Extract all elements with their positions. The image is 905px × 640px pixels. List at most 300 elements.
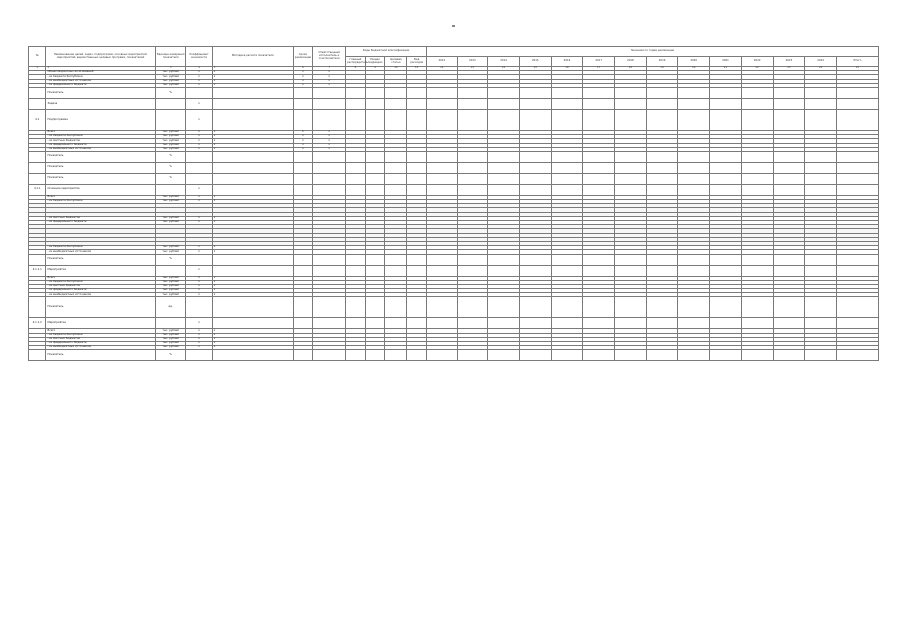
table-cell: Показатель: [46, 151, 155, 162]
table-cell: - из федерального бюджета: [46, 221, 155, 225]
header-row: [29, 47, 879, 57]
table-cell: [407, 109, 427, 130]
table-cell: [365, 87, 385, 98]
table-cell: х: [186, 143, 212, 147]
table-cell: [646, 87, 678, 98]
table-cell: [346, 173, 366, 184]
table-cell: [646, 109, 678, 130]
table-cell: х: [186, 346, 212, 350]
table-cell: [29, 297, 46, 318]
col-csr-header: Целевая статья: [385, 57, 407, 67]
table-cell: [710, 98, 742, 109]
table-cell: [615, 265, 647, 276]
table-cell: [773, 98, 805, 109]
table-cell: х: [313, 143, 346, 147]
table-cell: [615, 173, 647, 184]
table-cell: %: [155, 87, 186, 98]
table-cell: [741, 173, 773, 184]
table-cell: [646, 184, 678, 195]
col-year-header: 2017: [583, 57, 615, 67]
table-cell: [741, 87, 773, 98]
budget-codes-header: Коды бюджетной классификации: [346, 47, 427, 57]
table-body: [29, 67, 879, 361]
col-year-header: 2014: [488, 57, 520, 67]
table-cell: [773, 350, 805, 361]
table-cell: [346, 109, 366, 130]
table-cell: [385, 254, 407, 265]
table-cell: [407, 318, 427, 329]
table-cell: тыс. рублей: [155, 75, 186, 79]
table-cell: [29, 173, 46, 184]
table-cell: - из местных бюджетов: [46, 284, 155, 288]
table-cell: х: [186, 280, 212, 284]
table-cell: [710, 297, 742, 318]
table-cell: [583, 265, 615, 276]
table-cell: [805, 184, 837, 195]
table-cell: [583, 109, 615, 130]
table-cell: [313, 350, 346, 361]
table-cell: [313, 184, 346, 195]
table-cell: [836, 151, 878, 162]
table-cell: [836, 265, 878, 276]
table-cell: [678, 350, 710, 361]
col-rzpr-header: Раздел подраздел: [365, 57, 385, 67]
table-cell: [293, 254, 313, 265]
table-cell: [646, 297, 678, 318]
table-cell: [212, 98, 293, 109]
table-row: [29, 318, 879, 329]
table-cell: [646, 151, 678, 162]
table-cell: [407, 297, 427, 318]
table-cell: [212, 87, 293, 98]
table-cell: [551, 162, 583, 173]
table-cell: [488, 87, 520, 98]
table-cell: х: [186, 139, 212, 143]
table-cell: [29, 98, 46, 109]
table-cell: [551, 318, 583, 329]
table-cell: [293, 109, 313, 130]
table-cell: [583, 151, 615, 162]
table-cell: Мероприятие: [46, 318, 155, 329]
table-cell: тыс. рублей: [155, 329, 186, 333]
table-cell: [551, 297, 583, 318]
table-cell: х: [212, 83, 293, 87]
table-cell: х: [212, 280, 293, 284]
table-cell: - из местных бюджетов: [46, 216, 155, 220]
col-year-header: 2020: [678, 57, 710, 67]
table-cell: Показатель: [46, 162, 155, 173]
table-cell: [365, 173, 385, 184]
table-cell: [427, 265, 458, 276]
table-cell: [805, 98, 837, 109]
table-cell: [805, 350, 837, 361]
table-cell: [519, 151, 551, 162]
table-cell: [519, 162, 551, 173]
table-cell: [365, 265, 385, 276]
table-cell: х: [186, 342, 212, 346]
table-cell: [365, 98, 385, 109]
table-cell: [346, 87, 366, 98]
table-cell: [407, 162, 427, 173]
table-cell: [346, 162, 366, 173]
table-cell: [646, 254, 678, 265]
table-cell: [488, 297, 520, 318]
table-cell: - из внебюджетных источников: [46, 147, 155, 151]
table-cell: тыс. рублей: [155, 216, 186, 220]
table-cell: х: [293, 79, 313, 83]
table-cell: [457, 350, 488, 361]
table-cell: [212, 173, 293, 184]
col-name-header: Наименование целей, задач, подпрограмм, основных мероприятий, мероприятий, ведомственных целевых программ, показателей: [46, 47, 155, 67]
table-cell: х: [186, 109, 212, 130]
table-cell: Всего: [46, 329, 155, 333]
table-cell: [678, 173, 710, 184]
table-cell: х: [293, 135, 313, 139]
table-cell: 17: [583, 67, 615, 71]
table-cell: тыс. рублей: [155, 71, 186, 75]
table-cell: 15: [519, 67, 551, 71]
table-cell: [583, 318, 615, 329]
table-cell: 4.1: [29, 109, 46, 130]
table-cell: х: [212, 276, 293, 280]
table-cell: 19: [646, 67, 678, 71]
table-cell: х: [313, 83, 346, 87]
table-cell: 6: [293, 67, 313, 71]
table-cell: х: [293, 143, 313, 147]
table-cell: 7: [313, 67, 346, 71]
table-cell: [519, 265, 551, 276]
table-cell: ед.: [155, 297, 186, 318]
table-cell: [29, 254, 46, 265]
col-weight-header: Коэффициент значимости: [186, 47, 212, 67]
table-cell: тыс. рублей: [155, 83, 186, 87]
table-cell: х: [186, 333, 212, 337]
table-cell: - из бюджета Республики: [46, 246, 155, 250]
table-cell: 2: [46, 67, 155, 71]
table-cell: [488, 162, 520, 173]
table-cell: [427, 318, 458, 329]
table-cell: [615, 98, 647, 109]
table-cell: [385, 184, 407, 195]
table-cell: [551, 98, 583, 109]
table-cell: [615, 109, 647, 130]
table-cell: [186, 162, 212, 173]
col-grbs-header: Главный распорядитель: [346, 57, 366, 67]
table-cell: 4.1.1: [29, 184, 46, 195]
col-unit-header: Единица измерения показателя: [155, 47, 186, 67]
table-cell: [457, 254, 488, 265]
table-cell: [365, 350, 385, 361]
table-cell: [519, 184, 551, 195]
table-cell: [427, 254, 458, 265]
table-cell: х: [212, 195, 293, 199]
table-cell: [773, 318, 805, 329]
table-cell: тыс. рублей: [155, 79, 186, 83]
table-cell: тыс. рублей: [155, 130, 186, 134]
table-cell: х: [212, 250, 293, 254]
table-cell: [710, 350, 742, 361]
table-cell: [646, 98, 678, 109]
col-year-header: 2019: [646, 57, 678, 67]
table-cell: х: [293, 139, 313, 143]
table-cell: - из местных бюджетов: [46, 139, 155, 143]
table-row: [29, 254, 879, 265]
table-row: [29, 184, 879, 195]
table-cell: [313, 318, 346, 329]
table-cell: [710, 254, 742, 265]
table-cell: [551, 109, 583, 130]
table-cell: [519, 87, 551, 98]
table-cell: х: [212, 143, 293, 147]
table-cell: [805, 87, 837, 98]
table-cell: [805, 151, 837, 162]
table-cell: [212, 109, 293, 130]
table-cell: [646, 350, 678, 361]
table-cell: х: [313, 147, 346, 151]
table-cell: х: [212, 221, 293, 225]
table-cell: %: [155, 350, 186, 361]
page-number-mark: [452, 25, 455, 27]
table-cell: х: [186, 246, 212, 250]
table-cell: х: [186, 293, 212, 297]
table-cell: - из федерального бюджета: [46, 342, 155, 346]
col-year-header: 2015: [519, 57, 551, 67]
table-cell: 4: [186, 67, 212, 71]
table-cell: - из бюджета Республики: [46, 280, 155, 284]
table-cell: тыс. рублей: [155, 246, 186, 250]
table-cell: х: [186, 135, 212, 139]
table-cell: х: [186, 276, 212, 280]
table-cell: х: [313, 139, 346, 143]
table-cell: х: [293, 83, 313, 87]
table-cell: [186, 87, 212, 98]
table-cell: [741, 254, 773, 265]
table-cell: [293, 265, 313, 276]
table-cell: 16: [551, 67, 583, 71]
table-cell: [805, 297, 837, 318]
table-row: [29, 173, 879, 184]
table-cell: [29, 87, 46, 98]
table-cell: тыс. рублей: [155, 293, 186, 297]
table-cell: %: [155, 151, 186, 162]
table-cell: [457, 265, 488, 276]
table-cell: Показатель: [46, 254, 155, 265]
program-indicators-table: [28, 46, 879, 361]
table-cell: х: [212, 147, 293, 151]
table-cell: х: [186, 71, 212, 75]
table-cell: [346, 265, 366, 276]
table-cell: [519, 350, 551, 361]
table-cell: х: [186, 250, 212, 254]
table-cell: 9: [365, 67, 385, 71]
table-cell: тыс. рублей: [155, 147, 186, 151]
table-cell: [313, 173, 346, 184]
table-cell: [519, 109, 551, 130]
table-cell: - из местных бюджетов: [46, 337, 155, 341]
table-cell: [293, 87, 313, 98]
table-cell: Всего: [46, 276, 155, 280]
table-cell: [710, 184, 742, 195]
table-cell: тыс. рублей: [155, 195, 186, 199]
table-cell: [385, 98, 407, 109]
table-cell: [836, 98, 878, 109]
table-cell: [457, 184, 488, 195]
table-cell: [615, 162, 647, 173]
table-cell: [805, 265, 837, 276]
table-cell: [29, 151, 46, 162]
table-cell: тыс. рублей: [155, 342, 186, 346]
col-number-header: №: [29, 47, 46, 67]
table-cell: [407, 254, 427, 265]
table-cell: [773, 151, 805, 162]
table-cell: х: [186, 318, 212, 329]
col-executor-header: Ответственный исполнитель и соисполнители: [313, 47, 346, 67]
table-cell: [457, 109, 488, 130]
year-values-header: Значения по годам реализации: [427, 47, 879, 57]
table-cell: [293, 98, 313, 109]
table-cell: [741, 350, 773, 361]
table-cell: Подпрограмма: [46, 109, 155, 130]
table-cell: х: [293, 147, 313, 151]
table-cell: [457, 318, 488, 329]
table-row: [29, 109, 879, 130]
table-cell: [741, 151, 773, 162]
table-cell: [365, 318, 385, 329]
table-cell: [773, 265, 805, 276]
table-cell: 5: [212, 67, 293, 71]
table-cell: Задача: [46, 98, 155, 109]
table-cell: Мероприятие: [46, 265, 155, 276]
table-cell: [773, 184, 805, 195]
table-cell: х: [212, 333, 293, 337]
table-cell: тыс. рублей: [155, 135, 186, 139]
table-cell: х: [293, 130, 313, 134]
table-cell: [836, 87, 878, 98]
table-row: [29, 265, 879, 276]
table-cell: [313, 87, 346, 98]
table-cell: [427, 350, 458, 361]
table-cell: [385, 350, 407, 361]
table-cell: [293, 162, 313, 173]
table-cell: - из федерального бюджета: [46, 289, 155, 293]
table-cell: [678, 151, 710, 162]
table-cell: [385, 151, 407, 162]
table-cell: х: [212, 71, 293, 75]
col-method-header: Методика расчета показателя: [212, 47, 293, 67]
table-cell: [407, 173, 427, 184]
table-cell: х: [186, 184, 212, 195]
table-cell: [365, 151, 385, 162]
table-cell: [427, 87, 458, 98]
table-cell: тыс. рублей: [155, 280, 186, 284]
table-cell: х: [212, 139, 293, 143]
table-cell: [615, 151, 647, 162]
table-cell: [710, 265, 742, 276]
table-cell: [583, 98, 615, 109]
table-row: [29, 151, 879, 162]
table-cell: [646, 318, 678, 329]
table-cell: [212, 184, 293, 195]
table-cell: [646, 173, 678, 184]
table-cell: 24: [805, 67, 837, 71]
table-cell: 18: [615, 67, 647, 71]
col-year-header: 2016: [551, 57, 583, 67]
table-cell: [488, 350, 520, 361]
table-cell: х: [212, 135, 293, 139]
table-cell: тыс. рублей: [155, 337, 186, 341]
table-cell: [346, 151, 366, 162]
table-cell: [551, 87, 583, 98]
table-cell: [365, 162, 385, 173]
table-cell: [212, 265, 293, 276]
table-cell: [155, 98, 186, 109]
table-cell: [385, 297, 407, 318]
table-cell: [365, 254, 385, 265]
table-cell: - из федерального бюджета: [46, 143, 155, 147]
table-cell: х: [186, 83, 212, 87]
table-cell: - из федерального бюджета: [46, 83, 155, 87]
table-cell: [519, 173, 551, 184]
table-cell: [551, 184, 583, 195]
table-cell: [346, 98, 366, 109]
table-cell: х: [293, 75, 313, 79]
table-row: [29, 98, 879, 109]
table-cell: [313, 254, 346, 265]
table-cell: [457, 87, 488, 98]
table-cell: [805, 109, 837, 130]
table-cell: тыс. рублей: [155, 284, 186, 288]
table-cell: [155, 109, 186, 130]
table-cell: х: [212, 75, 293, 79]
col-vr-header: Вид расходов: [407, 57, 427, 67]
table-cell: Показатель: [46, 173, 155, 184]
col-year-header: 2022: [741, 57, 773, 67]
table-cell: х: [212, 79, 293, 83]
table-cell: [710, 173, 742, 184]
table-cell: [805, 173, 837, 184]
table-cell: [186, 254, 212, 265]
table-cell: 22: [741, 67, 773, 71]
table-cell: 8: [346, 67, 366, 71]
table-cell: [407, 265, 427, 276]
table-cell: тыс. рублей: [155, 250, 186, 254]
table-cell: [29, 350, 46, 361]
table-cell: [710, 162, 742, 173]
table-cell: [773, 109, 805, 130]
table-cell: [615, 184, 647, 195]
table-cell: [583, 173, 615, 184]
table-cell: [836, 162, 878, 173]
table-cell: [583, 184, 615, 195]
table-cell: [346, 350, 366, 361]
table-cell: [427, 173, 458, 184]
table-cell: [313, 151, 346, 162]
table-cell: х: [186, 130, 212, 134]
table-cell: [551, 254, 583, 265]
table-cell: х: [212, 289, 293, 293]
table-cell: [488, 184, 520, 195]
col-total-header: Итого: [836, 57, 878, 67]
table-cell: 21: [710, 67, 742, 71]
table-cell: [488, 98, 520, 109]
table-cell: [836, 350, 878, 361]
table-cell: тыс. рублей: [155, 200, 186, 204]
table-cell: х: [186, 289, 212, 293]
table-cell: - из бюджета Республики: [46, 135, 155, 139]
table-cell: [212, 297, 293, 318]
table-cell: [365, 297, 385, 318]
table-cell: х: [186, 329, 212, 333]
